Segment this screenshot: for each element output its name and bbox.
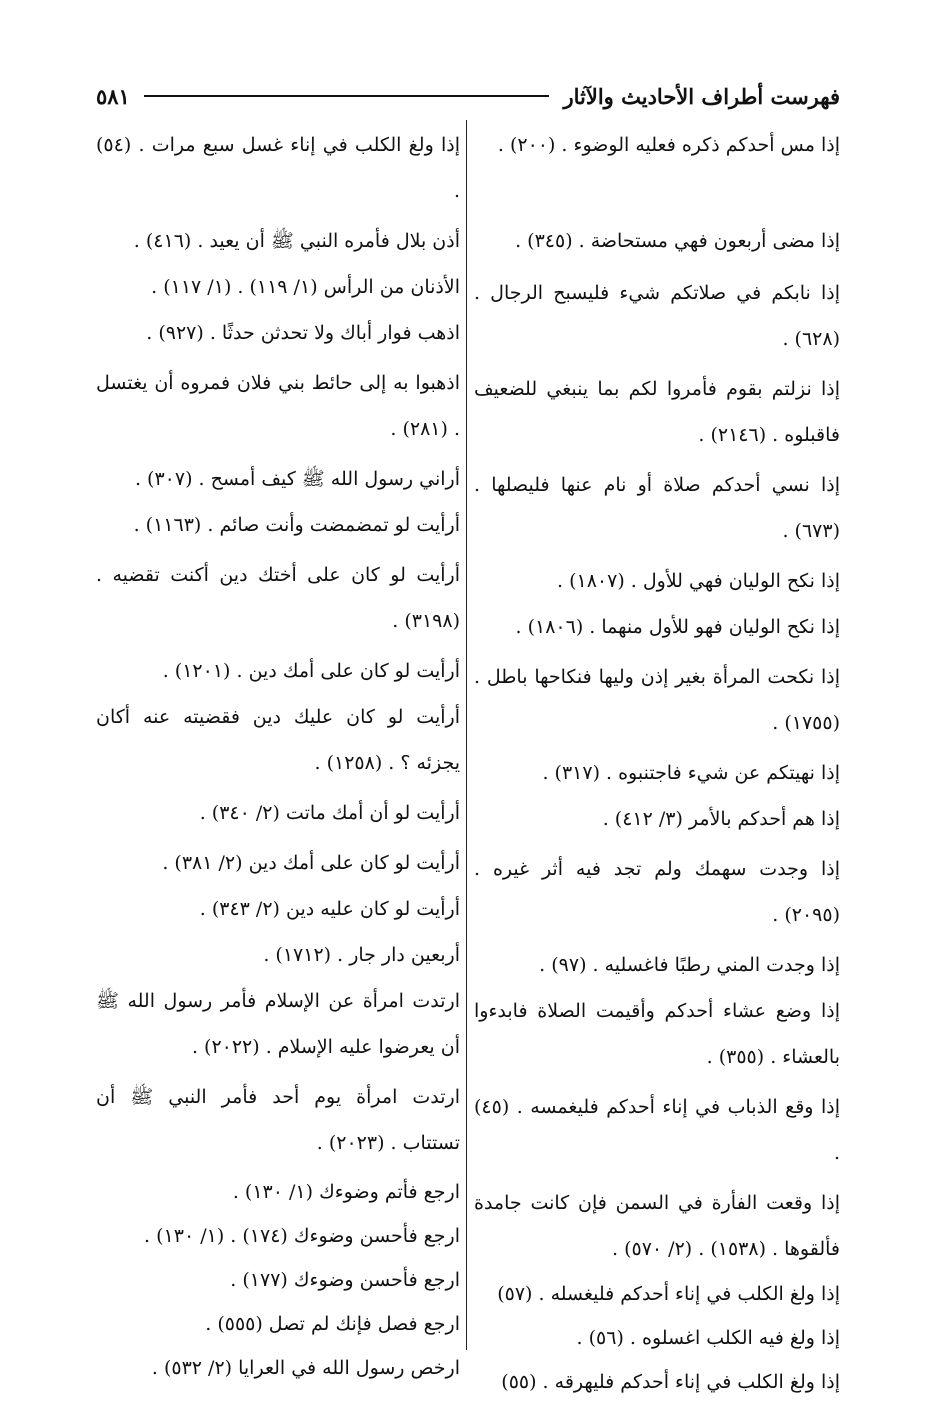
index-entry: إذا وجدت سهمك ولم تجد فيه أثر غيره . (٢٠٩٥) . — [474, 858, 840, 926]
column-divider — [466, 120, 467, 1350]
index-entry: أرأيت لو كان عليك دين فقضيته عنه أكان يجزئه ؟ . (١٢٥٨) . — [96, 706, 460, 774]
running-title: فهرست أطراف الأحاديث والآثار — [563, 83, 840, 109]
index-entry: إذا نهيتكم عن شيء فاجتنبوه . (٣١٧) . — [542, 762, 840, 784]
index-entry: أرأيت لو أن أمك ماتت (٢/ ٣٤٠) . — [199, 802, 460, 824]
index-entry: إذا مس أحدكم ذكره فعليه الوضوء . (٢٠٠) . — [497, 134, 840, 156]
index-entry: إذا ولغ الكلب في إناء غسل سبع مرات . (٥٤) . — [96, 134, 460, 202]
index-entry: إذا ولغ الكلب في إناء أحدكم فليهرقه . (٥٥) — [501, 1371, 840, 1393]
index-entry: إذا نسي أحدكم صلاة أو نام عنها فليصلها . (٦٧٣) . — [474, 474, 840, 542]
index-entry: إذا نكح الوليان فهو للأول منهما . (١٨٠٦) . — [515, 616, 840, 638]
index-entry: ارخص رسول الله في العرايا (٢/ ٥٣٢) . — [151, 1357, 460, 1379]
index-entry: أربعين دار جار . (١٧١٢) . — [263, 944, 460, 966]
index-entry: أرأيت لو كان على أمك دين . (١٢٠١) . — [162, 660, 460, 682]
index-entry: إذا نابكم في صلاتكم شيء فليسبح الرجال . (٦٢٨) . — [474, 282, 840, 350]
index-entry: ارجع فأحسن وضوءك (١٧٧) . — [230, 1269, 460, 1291]
index-entry: إذا وقع الذباب في إناء أحدكم فليغمسه . (٤٥) . — [474, 1096, 840, 1164]
index-entry: أرأيت لو تمضمضت وأنت صائم . (١١٦٣) . — [133, 514, 460, 536]
index-entry: ارتدت امرأة يوم أحد فأمر النبي ﷺ أن تستتاب . (٢٠٢٣) . — [96, 1086, 460, 1154]
index-entry: إذا ولغ الكلب في إناء أحدكم فليغسله . (٥٧) — [497, 1283, 840, 1305]
index-entry: إذا نكحت المرأة بغير إذن وليها فنكاحها باطل . (١٧٥٥) . — [474, 666, 840, 734]
index-entry: أرأيت لو كان على أمك دين (٢/ ٣٨١) . — [162, 852, 460, 874]
left-column — [96, 122, 460, 1390]
index-entry: أذن بلال فأمره النبي ﷺ أن يعيد . (٤١٦) . — [133, 230, 460, 252]
index-entry: ارجع فأحسن وضوءك (١٧٤) . (١/ ١٣٠) . — [144, 1225, 460, 1247]
index-entry: إذا ولغ فيه الكلب اغسلوه . (٥٦) . — [576, 1327, 840, 1349]
index-entry: اذهبوا به إلى حائط بني فلان فمروه أن يغتسل . (٢٨١) . — [96, 372, 460, 440]
header-rule — [144, 95, 550, 97]
page-header — [96, 78, 840, 114]
index-entry: اذهب فوار أباك ولا تحدثن حدثًا . (٩٢٧) . — [146, 322, 460, 344]
index-entry: إذا هم أحدكم بالأمر (٣/ ٤١٢) . — [602, 808, 840, 830]
index-entry: إذا نزلتم بقوم فأمروا لكم بما ينبغي للضعيف فاقبلوه . (٢١٤٦) . — [474, 378, 840, 446]
index-entry: أرأيت لو كان على أختك دين أكنت تقضيه . (٣١٩٨) . — [96, 564, 460, 632]
index-entry: ارجع فأتم وضوءك (١/ ١٣٠) . — [232, 1181, 460, 1203]
index-entry: إذا وقعت الفأرة في السمن فإن كانت جامدة فألقوها . (١٥٣٨) . (٢/ ٥٧٠) . — [474, 1192, 840, 1260]
index-entry: ارتدت امرأة عن الإسلام فأمر رسول الله ﷺ أن يعرضوا عليه الإسلام . (٢٠٢٢) . — [96, 990, 460, 1058]
index-entry: ارجع فصل فإنك لم تصل (٥٥٥) . — [205, 1313, 460, 1335]
index-entry: الأذنان من الرأس (١/ ١١٩) . (١/ ١١٧) . — [151, 276, 460, 298]
index-entry: إذا نكح الوليان فهي للأول . (١٨٠٧) . — [556, 570, 840, 592]
index-entry: إذا وجدت المني رطبًا فاغسليه . (٩٧) . — [539, 954, 840, 976]
index-entry: أرأيت لو كان عليه دين (٢/ ٣٤٣) . — [199, 898, 460, 920]
index-entry: إذا مضى أربعون فهي مستحاضة . (٣٤٥) . — [515, 230, 840, 252]
index-entry: أراني رسول الله ﷺ كيف أمسح . (٣٠٧) . — [134, 468, 460, 490]
index-entry: إذا وضع عشاء أحدكم وأقيمت الصلاة فابدءوا بالعشاء . (٣٥٥) . — [474, 1000, 840, 1068]
right-column — [474, 122, 840, 1404]
page-number: ٥٨١ — [96, 83, 130, 109]
